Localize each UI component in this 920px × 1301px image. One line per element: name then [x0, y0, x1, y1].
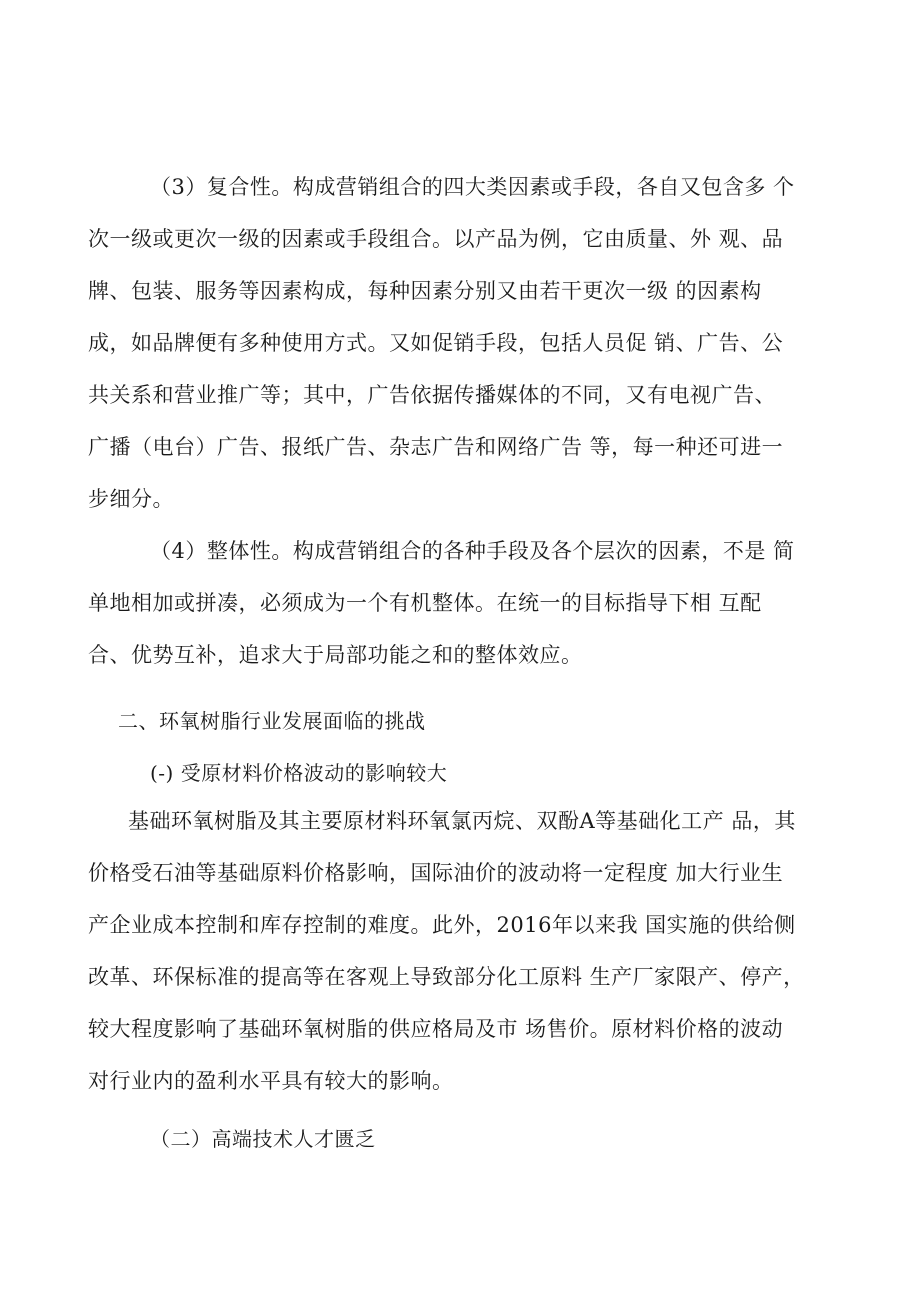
paragraph-composite-line: 广播（电台）广告、报纸广告、杂志广告和网络广告 等，每一种还可进一	[88, 435, 784, 459]
paragraph-integral-line: 合、优势互补，追求大于局部功能之和的整体效应。	[88, 643, 583, 667]
subsection-heading-talent: （二）高端技术人才匮乏	[150, 1127, 376, 1151]
paragraph-integral-line: （4）整体性。构成营销组合的各种手段及各个层次的因素，不是 简	[150, 539, 795, 563]
subsection-heading-raw-materials: (-) 受原材料价格波动的影响较大	[150, 761, 448, 785]
paragraph-raw-materials-line: 对行业内的盈利水平具有较大的影响。	[88, 1069, 454, 1093]
paragraph-composite-line: 次一级或更次一级的因素或手段组合。以产品为例，它由质量、外 观、品	[88, 227, 784, 251]
paragraph-composite-line: 步细分。	[88, 487, 174, 511]
paragraph-composite-line: 共关系和营业推广等；其中，广告依据传播媒体的不同，又有电视广告、	[88, 383, 776, 407]
paragraph-raw-materials-line: 基础环氧树脂及其主要原材料环氧氯丙烷、双酚A等基础化工产 品，其	[128, 809, 796, 833]
paragraph-raw-materials-line: 改革、环保标准的提高等在客观上导致部分化工原料 生产厂家限产、停产，	[88, 965, 805, 989]
paragraph-composite-line: （3）复合性。构成营销组合的四大类因素或手段，各自又包含多 个	[150, 175, 795, 199]
paragraph-raw-materials-line: 价格受石油等基础原料价格影响，国际油价的波动将一定程度 加大行业生	[88, 861, 784, 885]
paragraph-composite-line: 成，如品牌便有多种使用方式。又如促销手段，包括人员促 销、广告、公	[88, 331, 784, 355]
paragraph-raw-materials-line: 较大程度影响了基础环氧树脂的供应格局及市 场售价。原材料价格的波动	[88, 1017, 784, 1041]
paragraph-raw-materials-line: 产企业成本控制和库存控制的难度。此外，2016年以来我 国实施的供给侧	[88, 913, 796, 937]
paragraph-composite-line: 牌、包装、服务等因素构成，每种因素分别又由若干更次一级 的因素构	[88, 279, 762, 303]
paragraph-integral-line: 单地相加或拼凑，必须成为一个有机整体。在统一的目标指导下相 互配	[88, 591, 762, 615]
section-heading-challenges: 二、环氧树脂行业发展面临的挑战	[118, 709, 426, 733]
